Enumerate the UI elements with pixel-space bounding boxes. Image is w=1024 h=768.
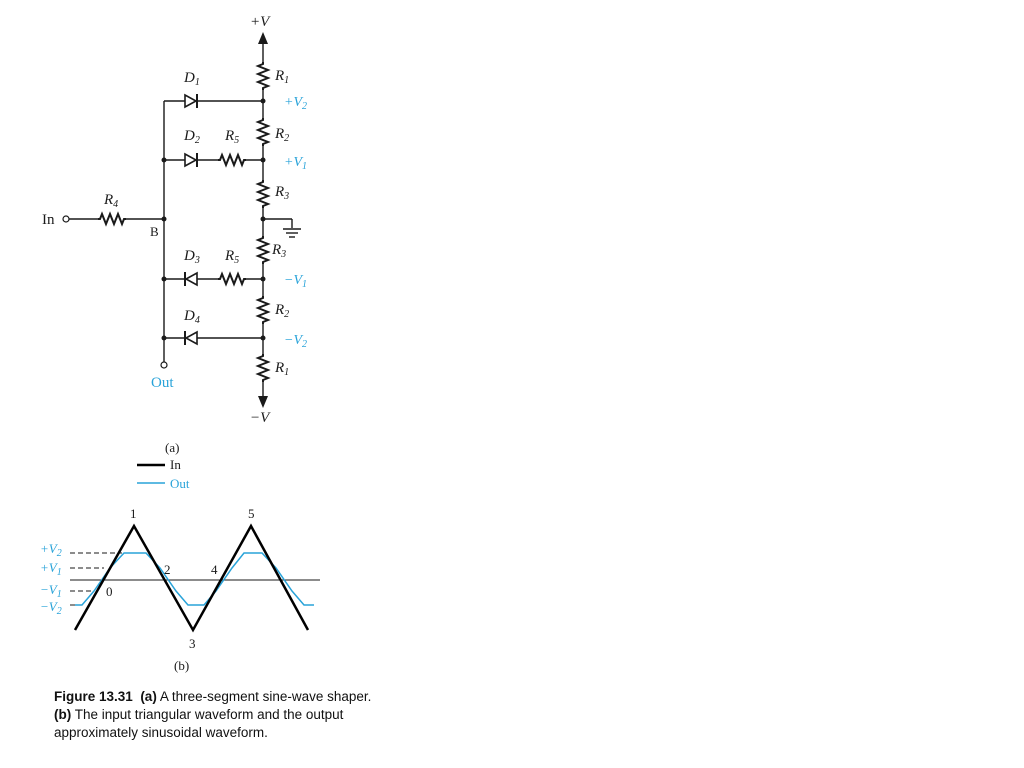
caption-part-a-text: A three-segment sine-wave shaper. <box>156 689 372 704</box>
r5-top-label: $R_5$ <box>225 128 240 146</box>
top-supply-arrow <box>258 32 268 44</box>
point-1-label: 1 <box>130 506 137 521</box>
input-waveform <box>75 526 308 630</box>
bottom-supply-label: −V <box>250 410 270 426</box>
output-label: Out <box>151 375 174 391</box>
resistor-r5-bottom <box>218 274 246 284</box>
diode-d3-icon <box>185 272 197 286</box>
point-2-label: 2 <box>164 562 171 577</box>
resistor-r2-bottom <box>258 296 268 324</box>
diode-d2-icon <box>185 153 197 167</box>
resistor-r4 <box>98 214 126 224</box>
level-nv1-label: $-V_1$ <box>40 582 62 600</box>
input-terminal <box>63 216 69 222</box>
point-4-label: 4 <box>211 562 218 577</box>
node-b-label: B <box>150 224 159 239</box>
d3-label: $D_3$ <box>184 248 200 266</box>
caption-part-b-text: The input triangular waveform and the output approximately sinusoidal waveform. <box>54 707 344 740</box>
resistor-r3-bottom <box>258 236 268 264</box>
d1-label: $D_1$ <box>184 70 200 88</box>
waveform-diagram <box>40 457 320 673</box>
node-pv1-label: $+V_1$ <box>284 155 307 172</box>
r3-top-label: $R_3$ <box>275 184 290 202</box>
r1-bottom-label: $R_1$ <box>275 360 290 378</box>
r1-top-label: $R_1$ <box>275 68 290 86</box>
level-pv2-label: $+V_2$ <box>40 541 62 559</box>
point-0-label: 0 <box>106 584 113 599</box>
resistor-r3-top <box>258 180 268 208</box>
top-supply-label: +V <box>250 14 270 30</box>
input-label: In <box>42 212 55 228</box>
diode-d4-icon <box>185 331 197 345</box>
resistor-r5-top <box>218 155 246 165</box>
r3-bottom-label: $R_3$ <box>272 242 287 260</box>
caption-part-b-marker: (b) <box>54 707 72 722</box>
ground-icon <box>283 229 301 237</box>
figure-caption <box>54 688 384 742</box>
caption-figure-number: Figure 13.31 <box>54 689 133 704</box>
bottom-supply-arrow <box>258 396 268 408</box>
r2-top-label: $R_2$ <box>275 126 290 144</box>
resistor-r2-top <box>258 118 268 146</box>
ground-node <box>261 217 266 222</box>
r4-label: $R_4$ <box>104 192 119 210</box>
legend-out-label: Out <box>170 476 190 491</box>
node-nv2-label: $-V_2$ <box>284 333 307 350</box>
point-3-label: 3 <box>189 636 196 651</box>
r2-bottom-label: $R_2$ <box>275 302 290 320</box>
legend-in-label: In <box>170 457 181 472</box>
node-pv2-label: $+V_2$ <box>284 95 307 112</box>
circuit-diagram <box>42 14 307 455</box>
d4-label: $D_4$ <box>184 308 200 326</box>
node-nv1-dot <box>261 277 266 282</box>
level-nv2-label: $-V_2$ <box>40 599 62 617</box>
resistor-r1-top <box>258 62 268 90</box>
diode-d1-icon <box>185 94 197 108</box>
panel-a-label: (a) <box>165 440 180 455</box>
resistor-r1-bottom <box>258 354 268 382</box>
r5-bottom-label: $R_5$ <box>225 248 240 266</box>
node-nv1-label: $-V_1$ <box>284 273 307 290</box>
point-5-label: 5 <box>248 506 255 521</box>
node-b-dot <box>162 217 167 222</box>
node-pv2-dot <box>261 99 266 104</box>
caption-part-a-marker: (a) <box>140 689 157 704</box>
node-nv2-dot <box>261 336 266 341</box>
d2-label: $D_2$ <box>184 128 200 146</box>
level-pv1-label: $+V_1$ <box>40 560 62 578</box>
output-terminal <box>161 362 167 368</box>
node-pv1-dot <box>261 158 266 163</box>
panel-b-label: (b) <box>174 658 190 673</box>
